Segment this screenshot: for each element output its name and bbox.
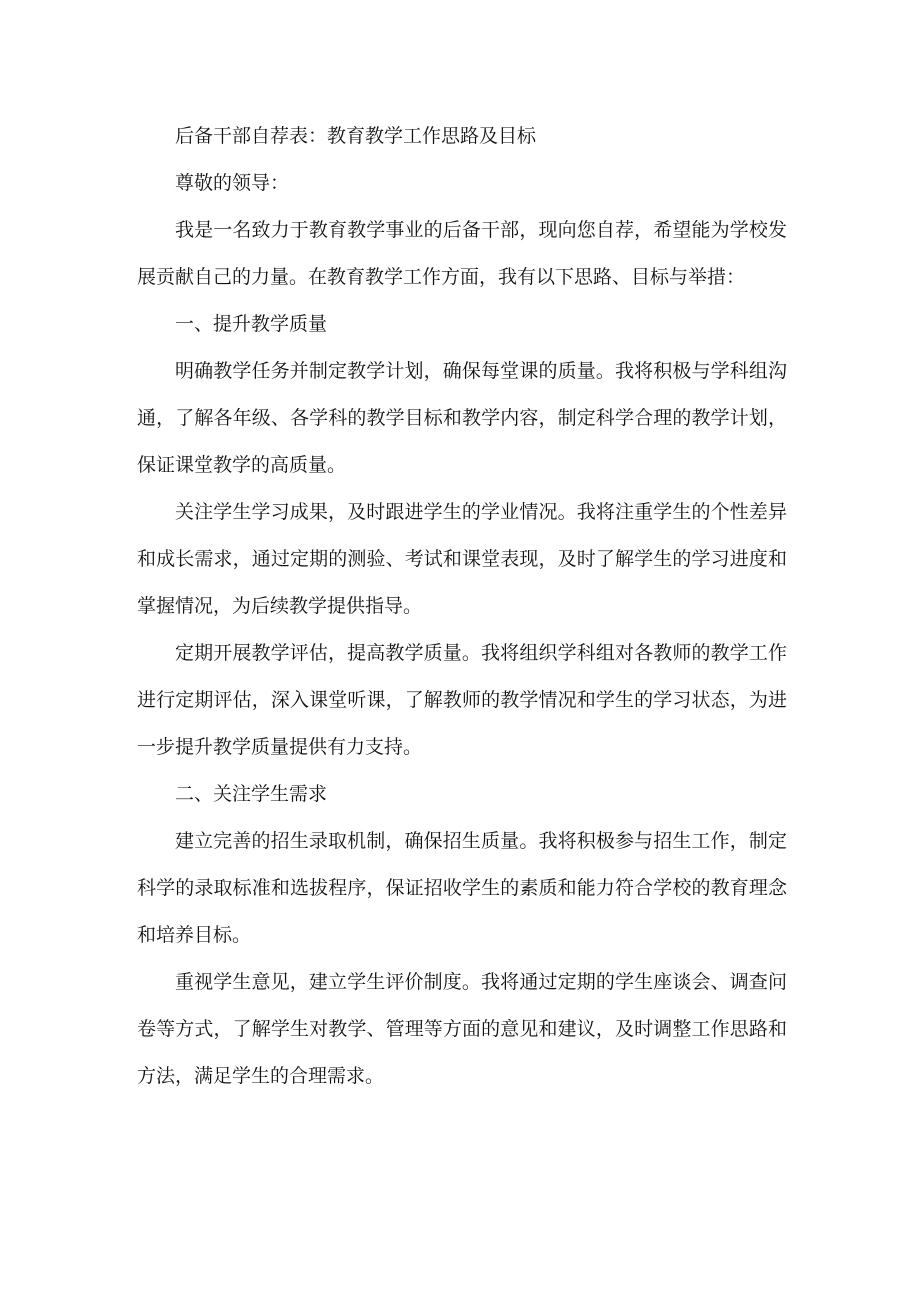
section-heading-teaching-quality: 一、提升教学质量 xyxy=(175,313,328,335)
document-title: 后备干部自荐表：教育教学工作思路及目标 xyxy=(175,125,537,147)
document-body xyxy=(137,113,787,1100)
paragraph: 定期开展教学评估，提高教学质量。我将组织学科组对各教师的教学工作进行定期评估，深入课堂听课，了解教师的教学情况和学生的学习状态，为进一步提升教学质量提供有力支持。 xyxy=(137,642,787,758)
paragraph: 重视学生意见，建立学生评价制度。我将通过定期的学生座谈会、调查问卷等方式，了解学生对教学、管理等方面的意见和建议，及时调整工作思路和方法，满足学生的合理需求。 xyxy=(137,971,787,1087)
paragraph: 建立完善的招生录取机制，确保招生质量。我将积极参与招生工作，制定科学的录取标准和选拔程序，保证招收学生的素质和能力符合学校的教育理念和培养目标。 xyxy=(137,830,787,946)
intro-paragraph: 我是一名致力于教育教学事业的后备干部，现向您自荐，希望能为学校发展贡献自己的力量。在教育教学工作方面，我有以下思路、目标与举措： xyxy=(137,219,787,288)
paragraph: 关注学生学习成果，及时跟进学生的学业情况。我将注重学生的个性差异和成长需求，通过定期的测验、考试和课堂表现，及时了解学生的学习进度和掌握情况，为后续教学提供指导。 xyxy=(137,501,787,617)
paragraph: 明确教学任务并制定教学计划，确保每堂课的质量。我将积极与学科组沟通，了解各年级、各学科的教学目标和教学内容，制定科学合理的教学计划，保证课堂教学的高质量。 xyxy=(137,360,787,476)
salutation: 尊敬的领导： xyxy=(175,172,290,194)
section-heading-student-needs: 二、关注学生需求 xyxy=(175,783,328,805)
